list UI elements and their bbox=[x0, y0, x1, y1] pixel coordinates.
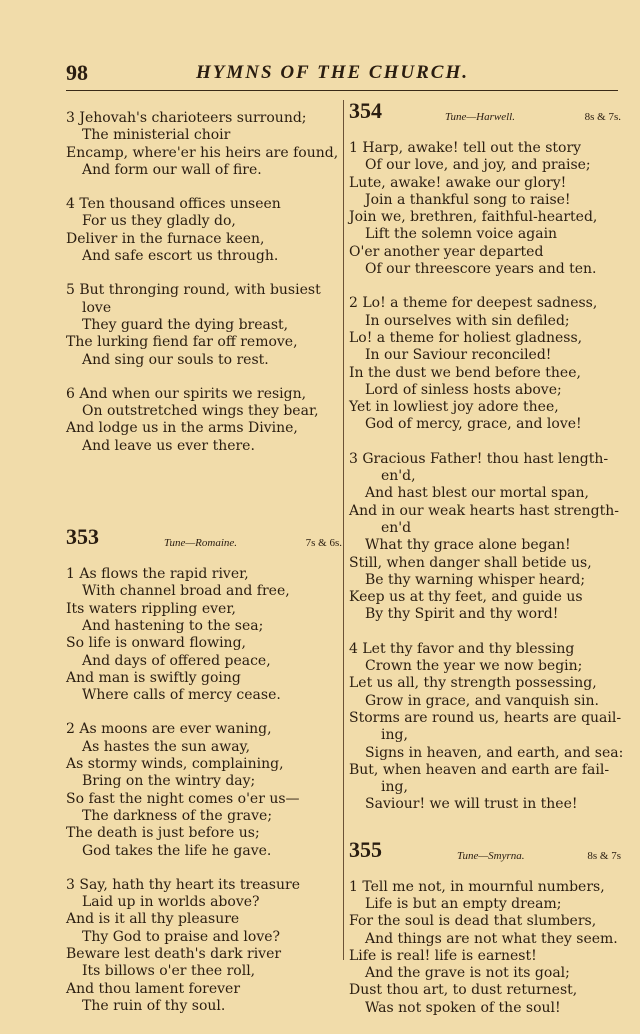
verse-line: ing, bbox=[381, 779, 408, 796]
verse-line: In our Saviour reconciled! bbox=[365, 347, 552, 364]
verse-line: 1 Harp, awake! tell out the story bbox=[349, 140, 582, 156]
verse-line: And days of offered peace, bbox=[82, 652, 271, 669]
meter: 8s & 7s. bbox=[584, 111, 621, 123]
verse-line: Lift the solemn voice again bbox=[365, 226, 558, 243]
verse-line: Yet in lowliest joy adore thee, bbox=[349, 399, 559, 416]
verse-line: Join a thankful song to raise! bbox=[365, 191, 571, 208]
verse-line: Keep us at thy feet, and guide us bbox=[349, 589, 583, 606]
hymn-353-verse-1 bbox=[66, 566, 342, 704]
verse-line: The darkness of the grave; bbox=[82, 807, 273, 824]
verse-line: God takes the life he gave. bbox=[82, 842, 272, 859]
verse-line: 1 Tell me not, in mournful numbers, bbox=[349, 878, 605, 895]
verse-line: Grow in grace, and vanquish sin. bbox=[365, 692, 599, 709]
verse-line: Life is but an empty dream; bbox=[365, 895, 562, 912]
verse-line: The ruin of thy soul. bbox=[82, 997, 226, 1014]
verse-line: As hastes the sun away, bbox=[82, 738, 251, 755]
verse-line: Thy God to praise and love? bbox=[82, 928, 281, 945]
verse-line: Join we, brethren, faithful-hearted, bbox=[349, 209, 598, 226]
verse-line: Was not spoken of the soul! bbox=[365, 999, 561, 1016]
verse-line: With channel broad and free, bbox=[82, 583, 290, 600]
verse-line: ing, bbox=[381, 727, 408, 744]
hymn-353-verse-3 bbox=[66, 877, 342, 1015]
verse-line: Crown the year we now begin; bbox=[365, 658, 583, 675]
hymn-number: 353 bbox=[66, 524, 99, 550]
verse-line: What thy grace alone began! bbox=[365, 537, 571, 554]
verse-line: en'd bbox=[381, 519, 412, 536]
verse-line: 4 Ten thousand offices unseen bbox=[66, 196, 281, 213]
column-divider bbox=[343, 100, 344, 960]
verse-line: O'er another year departed bbox=[349, 243, 544, 260]
verse-line: Let us all, thy strength possessing, bbox=[349, 675, 597, 692]
verse-line: Lo! a theme for holiest gladness, bbox=[349, 329, 583, 346]
verse-line: In ourselves with sin defiled; bbox=[365, 312, 570, 329]
verse-line: The death is just before us; bbox=[66, 825, 260, 842]
verse-line: For us they gladly do, bbox=[82, 213, 236, 230]
verse-line: And hastening to the sea; bbox=[82, 617, 264, 634]
verse-line: As stormy winds, complaining, bbox=[66, 756, 284, 773]
verse-line: Its billows o'er thee roll, bbox=[82, 963, 256, 980]
hymn-353-verse-2 bbox=[66, 721, 342, 859]
page-header bbox=[66, 60, 620, 86]
verse-continued-4 bbox=[66, 196, 342, 265]
verse-line: And leave us ever there. bbox=[82, 437, 255, 454]
hymn-354-header bbox=[349, 98, 621, 132]
meter: 8s & 7s bbox=[587, 849, 621, 862]
verse-line: And hast blest our mortal span, bbox=[365, 485, 589, 502]
verse-line: And thou lament forever bbox=[66, 980, 241, 997]
verse-line: 3 Say, hath thy heart its treasure bbox=[66, 876, 300, 893]
verse-line: So life is onward flowing, bbox=[66, 635, 246, 652]
tune-name: Tune—Harwell. bbox=[445, 111, 515, 123]
verse-line: love bbox=[82, 299, 112, 316]
verse-line: Bring on the wintry day; bbox=[82, 773, 256, 790]
verse-line: Lord of sinless hosts above; bbox=[365, 381, 562, 398]
verse-line: And the grave is not its goal; bbox=[365, 965, 570, 982]
verse-line: But, when heaven and earth are fail- bbox=[349, 761, 610, 778]
header-rule bbox=[66, 90, 618, 91]
hymn-354-verse-1 bbox=[349, 140, 621, 278]
verse-line: And lodge us in the arms Divine, bbox=[66, 420, 298, 437]
hymn-number: 354 bbox=[349, 98, 382, 123]
verse-line: 3 Gracious Father! thou hast length- bbox=[349, 450, 609, 467]
verse-line: Dust thou art, to dust returnest, bbox=[349, 982, 578, 999]
verse-line: Encamp, where'er his heirs are found, bbox=[66, 144, 339, 161]
right-column bbox=[349, 98, 624, 1034]
verse-line: And sing our souls to rest. bbox=[82, 351, 269, 368]
verse-line: Storms are round us, hearts are quail- bbox=[349, 709, 622, 726]
hymn-353-header bbox=[66, 524, 342, 558]
verse-line: en'd, bbox=[381, 468, 416, 485]
verse-line: Of our love, and joy, and praise; bbox=[365, 157, 591, 174]
verse-line: Beware lest death's dark river bbox=[66, 945, 282, 962]
verse-line: God of mercy, grace, and love! bbox=[365, 416, 582, 433]
verse-line: 2 As moons are ever waning, bbox=[66, 721, 272, 738]
verse-line: And is it all thy pleasure bbox=[66, 911, 240, 928]
verse-line: 1 As flows the rapid river, bbox=[66, 566, 249, 583]
verse-line: In the dust we bend before thee, bbox=[349, 364, 581, 381]
verse-continued-5 bbox=[66, 282, 342, 368]
verse-line: Life is real! life is earnest! bbox=[349, 947, 537, 964]
verse-line: Deliver in the furnace keen, bbox=[66, 230, 265, 247]
verse-line: 5 But thronging round, with busiest bbox=[66, 282, 321, 299]
left-column bbox=[66, 110, 342, 1032]
verse-line: And safe escort us through. bbox=[82, 248, 279, 265]
verse-line: 3 Jehovah's charioteers surround; bbox=[66, 110, 307, 126]
verse-line: Be thy warning whisper heard; bbox=[365, 571, 586, 588]
hymn-355-verse-1 bbox=[349, 879, 621, 1017]
verse-continued-3 bbox=[66, 110, 342, 179]
page-number: 98 bbox=[66, 60, 88, 85]
verse-line: The ministerial choir bbox=[82, 127, 231, 144]
verse-line: 6 And when our spirits we resign, bbox=[66, 385, 307, 402]
hymn-number: 355 bbox=[349, 836, 382, 862]
verse-line: Of our threescore years and ten. bbox=[365, 261, 597, 278]
meter: 7s & 6s. bbox=[305, 537, 342, 550]
verse-line: Signs in heaven, and earth, and sea: bbox=[365, 744, 624, 761]
verse-line: On outstretched wings they bear, bbox=[82, 403, 319, 420]
verse-line: Where calls of mercy cease. bbox=[82, 687, 281, 704]
tune-name: Tune—Romaine. bbox=[164, 537, 238, 550]
tune-name: Tune—Smyrna. bbox=[457, 849, 525, 862]
verse-line: 2 Lo! a theme for deepest sadness, bbox=[349, 295, 598, 312]
verse-continued-6 bbox=[66, 386, 342, 455]
verse-line: Lute, awake! awake our glory! bbox=[349, 174, 567, 191]
hymn-354-verse-3 bbox=[349, 451, 621, 624]
verse-line: Still, when danger shall betide us, bbox=[349, 554, 592, 571]
verse-line: By thy Spirit and thy word! bbox=[365, 606, 559, 623]
verse-line: The lurking fiend far off remove, bbox=[66, 334, 298, 351]
verse-line: Its waters rippling ever, bbox=[66, 600, 236, 617]
hymn-354-verse-4 bbox=[349, 640, 624, 814]
verse-line: So fast the night comes o'er us— bbox=[66, 790, 300, 807]
verse-line: And man is swiftly going bbox=[66, 669, 241, 686]
verse-line: Saviour! we will trust in thee! bbox=[365, 796, 578, 813]
running-title: HYMNS OF THE CHURCH. bbox=[196, 62, 469, 83]
verse-line: And in our weak hearts hast strength- bbox=[349, 502, 619, 519]
hymn-354-verse-2 bbox=[349, 295, 621, 433]
verse-line: For the soul is dead that slumbers, bbox=[349, 913, 597, 930]
verse-line: And things are not what they seem. bbox=[365, 930, 618, 947]
verse-line: They guard the dying breast, bbox=[82, 316, 289, 333]
verse-line: 4 Let thy favor and thy blessing bbox=[349, 640, 575, 657]
verse-line: And form our wall of fire. bbox=[82, 161, 262, 178]
hymn-355-header bbox=[349, 836, 621, 871]
verse-line: Laid up in worlds above? bbox=[82, 894, 260, 911]
